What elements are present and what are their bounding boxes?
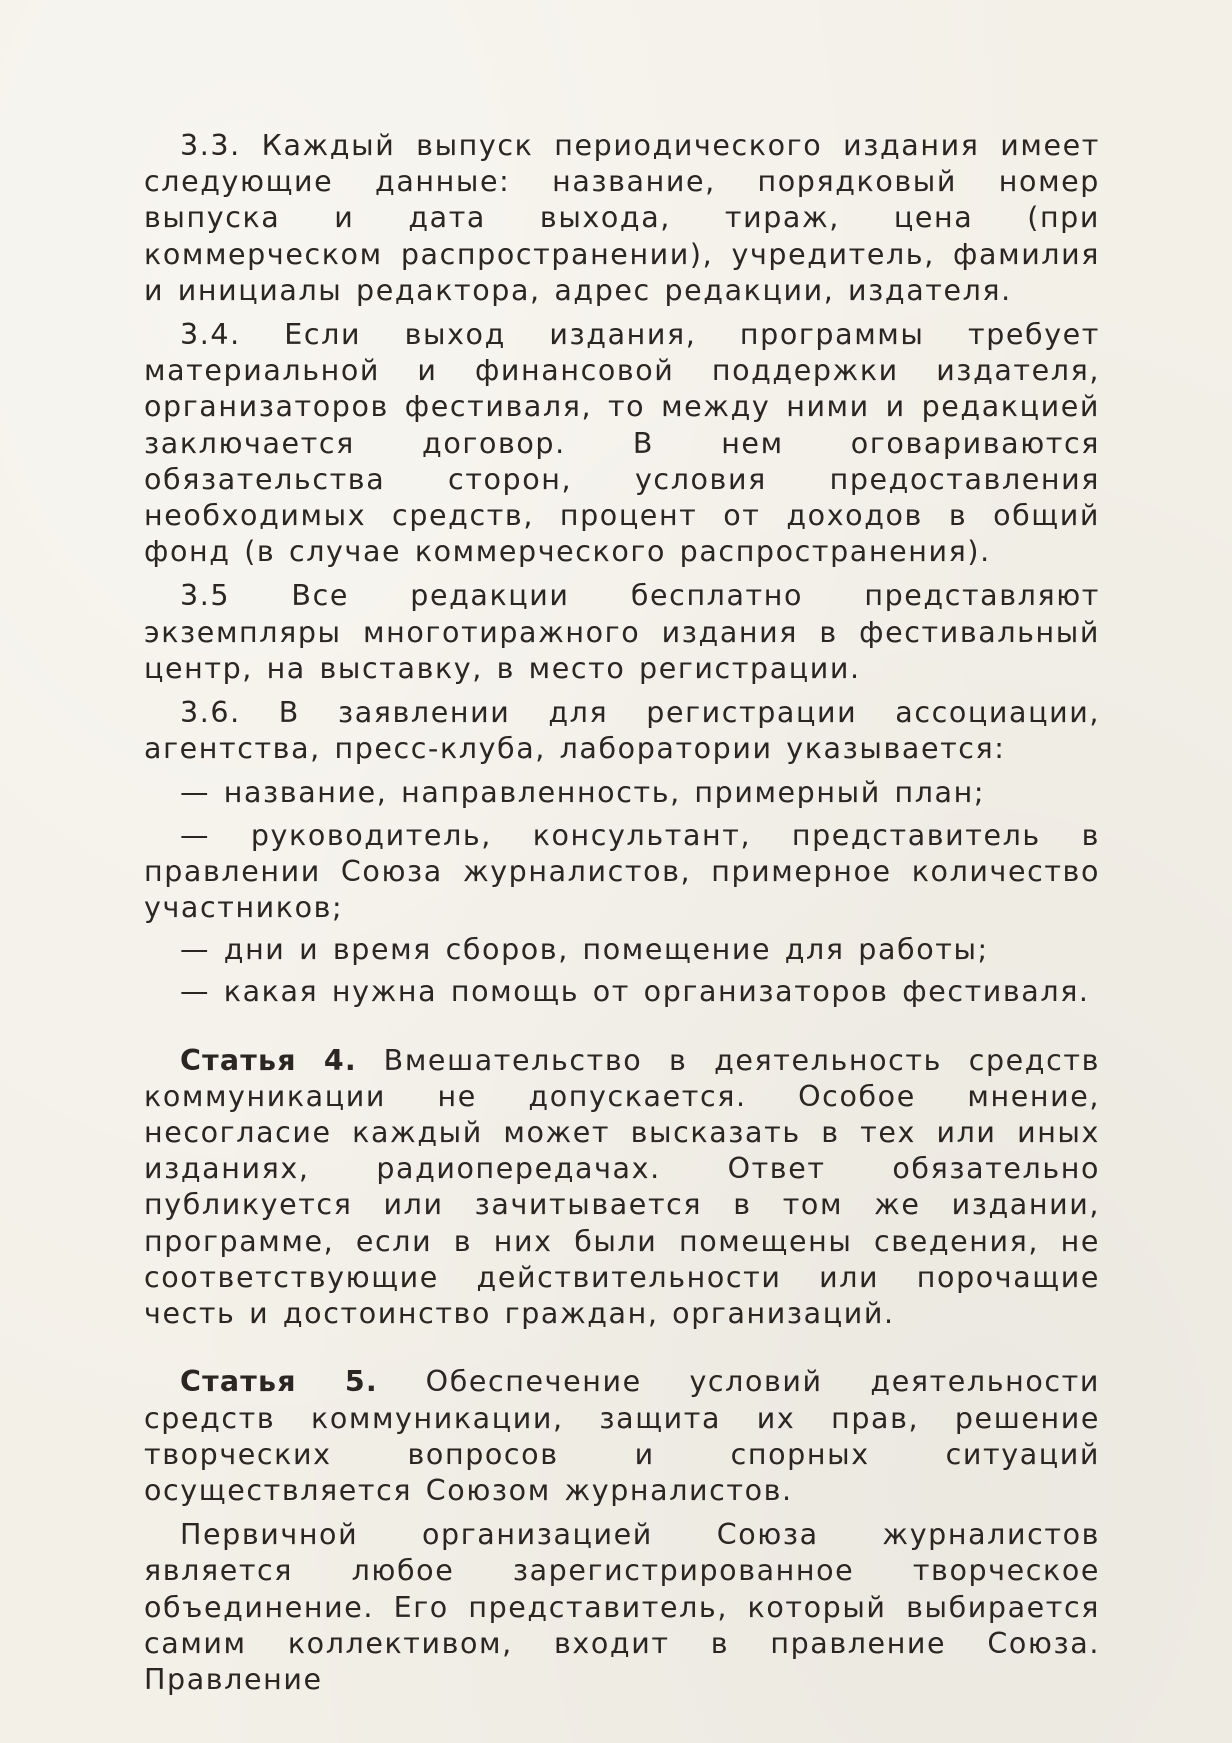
article-4 [144, 1043, 1100, 1333]
paragraph-3-4: 3.4. Если выход издания, программы требует материальной и финансовой поддержки издателя, организаторов фестиваля, то между ними и редакцией заключается договор. В нем оговариваются обязательства сторон, условия предоставления необходимых средств, процент от доходов в общий фонд (в случае коммерческого распространения). [144, 318, 1100, 569]
article-4-label: Статья 4. [180, 1043, 357, 1077]
paragraph-3-6: 3.6. В заявлении для регистрации ассоциации, агентства, пресс-клуба, лаборатории указывается: [144, 696, 1100, 766]
article-5 [144, 1364, 1100, 1509]
paragraph-3-5: 3.5 Все редакции бесплатно представляют экземпляры многотиражного издания в фестивальный центр, на выставку, в место регистрации. [144, 579, 1100, 685]
closing-paragraph: Первичной организацией Союза журналистов является любое зарегистрированное творческое объединение. Его представитель, который выбирается самим коллективом, входит в правление Союза. Правление [144, 1518, 1100, 1696]
list-item-leader: — руководитель, консультант, представитель в правлении Союза журналистов, примерное количество участников; [144, 818, 1100, 925]
list-item-schedule: — дни и время сборов, помещение для работы; [180, 933, 989, 967]
document-body [144, 128, 1100, 1706]
paragraph-3-3: 3.3. Каждый выпуск периодического издания имеет следующие данные: название, порядковый номер выпуска и дата выхода, тираж, цена (при коммерческом распространении), учредитель, фамилия и инициалы редактора, адрес редакции, издателя. [144, 129, 1100, 307]
article-5-text: Обеспечение условий деятельности средств коммуникации, защита их прав, решение творческих вопросов и спорных ситуаций осуществляется Союзом журналистов. [144, 1365, 1100, 1507]
list-item-name: — название, направленность, примерный план; [180, 776, 986, 810]
list-item-help: — какая нужна помощь от организаторов фестиваля. [180, 975, 1090, 1009]
article-4-text: Вмешательство в деятельность средств коммуникации не допускается. Особое мнение, несогласие каждый может высказать в тех или иных изданиях, радиопередачах. Ответ обязательно публикуется или зачитывается в том же издании, программе, если в них были помещены сведения, не соответствующие действительности или порочащие честь и достоинство граждан, организаций. [144, 1043, 1100, 1331]
article-5-label: Статья 5. [180, 1365, 378, 1399]
